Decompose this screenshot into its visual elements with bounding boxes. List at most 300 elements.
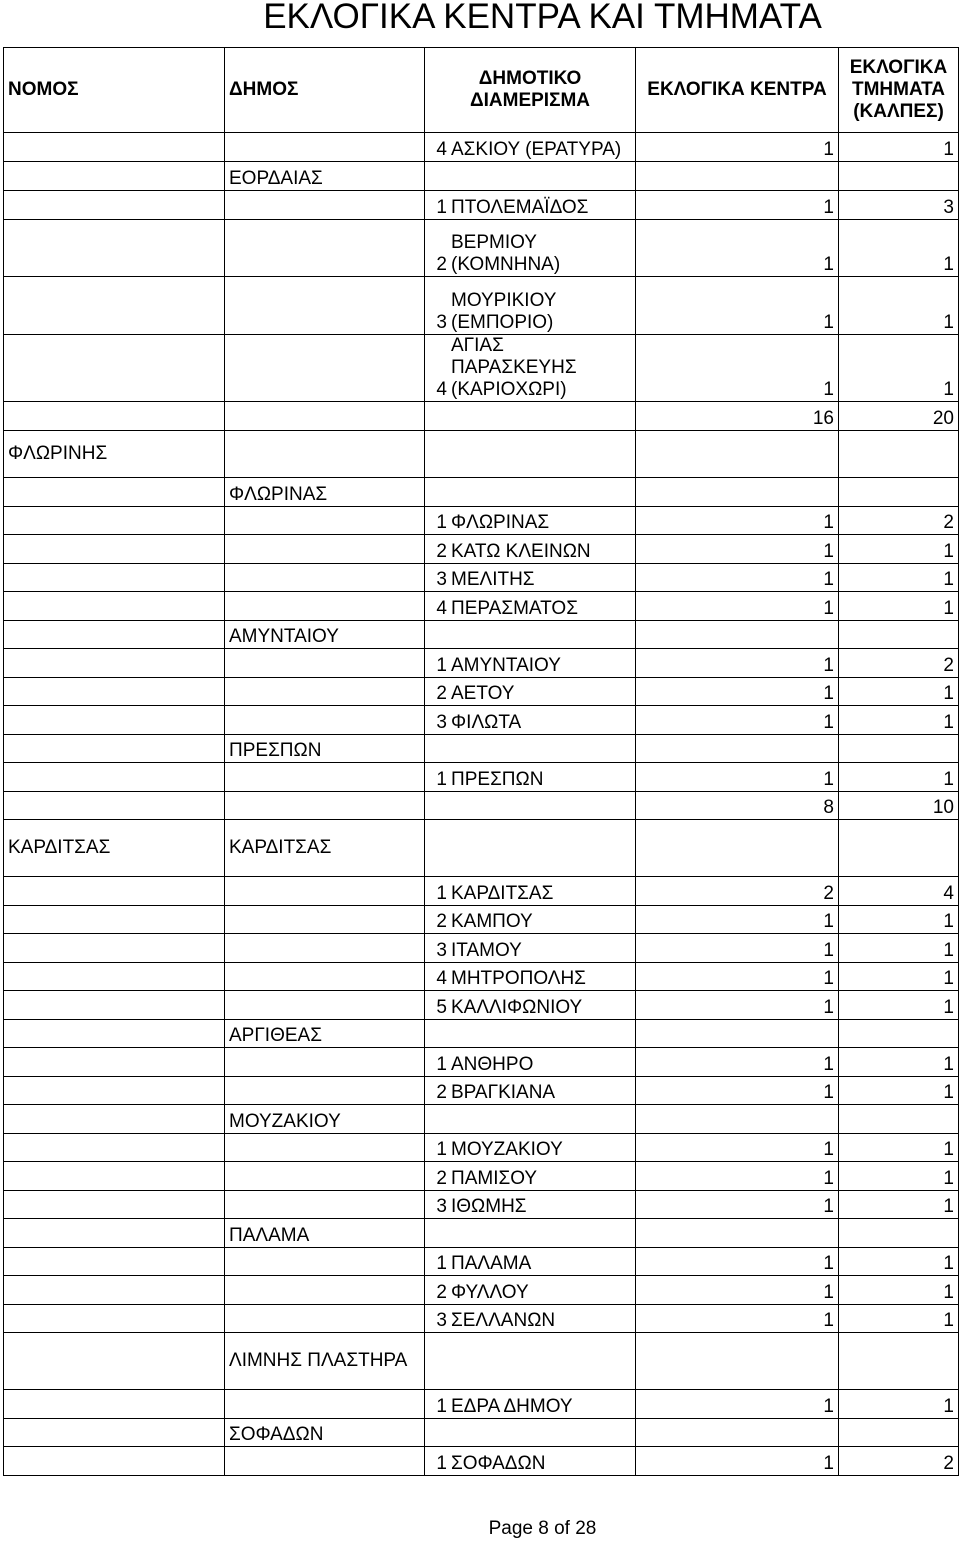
diamerisma-name: ΦΛΩΡΙΝΑΣ — [451, 512, 550, 533]
cell-tmimata: 1 — [839, 133, 959, 162]
diamerisma-code: 1 — [436, 512, 447, 533]
header-dimos: ΔΗΜΟΣ — [225, 48, 425, 133]
cell-diamerisma — [425, 535, 636, 564]
diamerisma-name: ΑΕΤΟΥ — [451, 683, 515, 704]
cell-nomos — [4, 402, 225, 431]
cell-nomos — [4, 649, 225, 678]
diamerisma-content — [429, 940, 631, 962]
table-row — [4, 191, 959, 220]
cell-diamerisma — [425, 507, 636, 535]
cell-nomos — [4, 1447, 225, 1476]
cell-tmimata — [839, 621, 959, 649]
cell-kentra: 1 — [636, 1134, 839, 1162]
cell-tmimata: 1 — [839, 1191, 959, 1219]
diamerisma-code: 2 — [436, 911, 447, 932]
diamerisma-content — [429, 232, 631, 276]
cell-dimos — [225, 402, 425, 431]
cell-dimos: ΦΛΩΡΙΝΑΣ — [225, 478, 425, 507]
diamerisma-name: ΣΕΛΛΑΝΩΝ — [451, 1310, 556, 1331]
header-eklogika-tmimata — [839, 48, 959, 133]
cell-nomos — [4, 934, 225, 963]
cell-tmimata: 1 — [839, 335, 959, 402]
cell-nomos — [4, 1248, 225, 1276]
diamerisma-code: 3 — [436, 1310, 447, 1331]
header-tmimata-line2: ΤΜΗΜΑΤΑ — [851, 79, 946, 100]
cell-dimos — [225, 991, 425, 1020]
cell-dimos — [225, 1248, 425, 1276]
diamerisma-name: ΠΤΟΛΕΜΑΪΔΟΣ — [451, 197, 589, 218]
cell-dimos: ΣΟΦΑΔΩΝ — [225, 1419, 425, 1447]
cell-tmimata: 1 — [839, 906, 959, 934]
cell-diamerisma — [425, 277, 636, 335]
diamerisma-name: ΑΝΘΗΡΟ — [451, 1054, 534, 1075]
diamerisma-code: 2 — [436, 683, 447, 704]
cell-dimos — [225, 277, 425, 335]
cell-tmimata — [839, 1020, 959, 1048]
cell-tmimata: 10 — [839, 792, 959, 820]
cell-kentra: 1 — [636, 1276, 839, 1305]
diamerisma-name: ΦΙΛΩΤΑ — [451, 712, 522, 733]
cell-dimos — [225, 1305, 425, 1333]
diamerisma-content — [429, 655, 631, 677]
table-row — [4, 792, 959, 820]
table-row — [4, 1105, 959, 1134]
cell-dimos — [225, 649, 425, 678]
diamerisma-code: 1 — [436, 197, 447, 218]
cell-kentra: 1 — [636, 592, 839, 621]
cell-nomos — [4, 1219, 225, 1248]
table-row — [4, 507, 959, 535]
diamerisma-content — [429, 712, 631, 734]
diamerisma-name: ΒΡΑΓΚΙΑΝΑ — [451, 1082, 556, 1103]
cell-kentra: 1 — [636, 335, 839, 402]
table-row — [4, 1276, 959, 1305]
cell-nomos — [4, 792, 225, 820]
cell-diamerisma — [425, 402, 636, 431]
cell-nomos — [4, 735, 225, 763]
cell-nomos — [4, 678, 225, 706]
cell-kentra: 16 — [636, 402, 839, 431]
cell-diamerisma — [425, 1390, 636, 1419]
diamerisma-content — [429, 1282, 631, 1304]
diamerisma-content — [429, 1139, 631, 1161]
diamerisma-code: 2 — [436, 1082, 447, 1103]
cell-diamerisma — [425, 1105, 636, 1134]
table-row — [4, 1419, 959, 1447]
cell-kentra: 1 — [636, 706, 839, 735]
table-row — [4, 906, 959, 934]
cell-kentra: 1 — [636, 1390, 839, 1419]
cell-diamerisma — [425, 678, 636, 706]
diamerisma-name: ΙΤΑΜΟΥ — [451, 940, 522, 961]
cell-kentra: 1 — [636, 1048, 839, 1077]
cell-dimos — [225, 507, 425, 535]
cell-kentra — [636, 1419, 839, 1447]
diamerisma-content — [429, 569, 631, 591]
cell-nomos — [4, 220, 225, 277]
cell-kentra: 1 — [636, 1077, 839, 1105]
diamerisma-code: 2 — [436, 541, 447, 562]
table-row — [4, 1390, 959, 1419]
diamerisma-code: 4 — [436, 968, 447, 989]
diamerisma-content — [429, 1396, 631, 1418]
header-dimotiko-line2: ΔΙΑΜΕΡΙΣΜΑ — [469, 90, 591, 111]
cell-dimos — [225, 133, 425, 162]
cell-tmimata: 1 — [839, 1077, 959, 1105]
diamerisma-name: ΒΕΡΜΙΟΥ (ΚΟΜΝΗΝΑ) — [451, 232, 561, 275]
diamerisma-content — [429, 883, 631, 905]
diamerisma-content — [429, 968, 631, 990]
diamerisma-name: ΚΑΡΔΙΤΣΑΣ — [451, 883, 554, 904]
cell-nomos — [4, 991, 225, 1020]
cell-tmimata: 1 — [839, 706, 959, 735]
table-row — [4, 1191, 959, 1219]
diamerisma-name: ΜΟΥΡΙΚΙΟΥ (ΕΜΠΟΡΙΟ) — [451, 290, 557, 333]
diamerisma-code: 3 — [436, 712, 447, 733]
cell-diamerisma — [425, 735, 636, 763]
cell-diamerisma — [425, 1248, 636, 1276]
header-dimotiko-line1: ΔΗΜΟΤΙΚΟ — [478, 68, 582, 89]
header-dimotiko-diamerisma — [425, 48, 636, 133]
cell-dimos — [225, 1191, 425, 1219]
cell-nomos — [4, 621, 225, 649]
diamerisma-code: 3 — [436, 1196, 447, 1217]
table-row — [4, 1077, 959, 1105]
cell-dimos: ΑΡΓΙΘΕΑΣ — [225, 1020, 425, 1048]
cell-nomos — [4, 507, 225, 535]
cell-kentra: 1 — [636, 963, 839, 991]
table-row — [4, 1219, 959, 1248]
diamerisma-code: 4 — [436, 598, 447, 619]
cell-tmimata: 2 — [839, 649, 959, 678]
table-row — [4, 1020, 959, 1048]
cell-diamerisma — [425, 934, 636, 963]
diamerisma-content — [429, 1453, 631, 1475]
diamerisma-code: 1 — [436, 655, 447, 676]
diamerisma-name: ΑΣΚΙΟΥ (ΕΡΑΤΥΡΑ) — [451, 139, 622, 160]
diamerisma-content — [429, 1253, 631, 1275]
cell-kentra: 1 — [636, 763, 839, 792]
cell-dimos — [225, 934, 425, 963]
diamerisma-name: ΜΕΛΙΤΗΣ — [451, 569, 535, 590]
cell-dimos — [225, 963, 425, 991]
cell-diamerisma — [425, 649, 636, 678]
table-row — [4, 963, 959, 991]
diamerisma-name: ΠΑΜΙΣΟΥ — [451, 1168, 538, 1189]
diamerisma-name: ΑΓΙΑΣ ΠΑΡΑΣΚΕΥΗΣ (ΚΑΡΙΟΧΩΡΙ) — [451, 335, 577, 400]
diamerisma-name: ΠΡΕΣΠΩΝ — [451, 769, 544, 790]
diamerisma-code: 1 — [436, 1139, 447, 1160]
cell-nomos — [4, 335, 225, 402]
table-row — [4, 991, 959, 1020]
cell-diamerisma — [425, 621, 636, 649]
diamerisma-content — [429, 1196, 631, 1218]
diamerisma-content — [429, 512, 631, 534]
diamerisma-content — [429, 1054, 631, 1076]
diamerisma-code: 2 — [436, 254, 447, 275]
diamerisma-name: ΚΑΛΛΙΦΩΝΙΟΥ — [451, 997, 583, 1018]
cell-kentra: 1 — [636, 1162, 839, 1191]
cell-diamerisma — [425, 1447, 636, 1476]
diamerisma-name: ΕΔΡΑ ΔΗΜΟΥ — [451, 1396, 573, 1417]
cell-kentra — [636, 820, 839, 877]
diamerisma-code: 3 — [436, 940, 447, 961]
cell-dimos — [225, 431, 425, 478]
cell-diamerisma — [425, 991, 636, 1020]
cell-diamerisma — [425, 133, 636, 162]
cell-diamerisma — [425, 162, 636, 191]
header-row — [4, 48, 959, 133]
cell-kentra: 2 — [636, 877, 839, 906]
cell-tmimata: 3 — [839, 191, 959, 220]
cell-tmimata — [839, 1219, 959, 1248]
cell-tmimata — [839, 431, 959, 478]
cell-dimos: ΚΑΡΔΙΤΣΑΣ — [225, 820, 425, 877]
cell-dimos — [225, 191, 425, 220]
diamerisma-code: 3 — [436, 312, 447, 333]
table-row — [4, 220, 959, 277]
cell-dimos: ΕΟΡΔΑΙΑΣ — [225, 162, 425, 191]
cell-kentra: 1 — [636, 678, 839, 706]
cell-diamerisma — [425, 1162, 636, 1191]
cell-nomos — [4, 877, 225, 906]
cell-dimos — [225, 564, 425, 592]
table-row — [4, 1134, 959, 1162]
cell-diamerisma — [425, 792, 636, 820]
cell-tmimata: 20 — [839, 402, 959, 431]
diamerisma-content — [429, 541, 631, 563]
cell-dimos — [225, 678, 425, 706]
table-row — [4, 1333, 959, 1390]
cell-dimos — [225, 763, 425, 792]
cell-tmimata: 1 — [839, 963, 959, 991]
cell-tmimata: 1 — [839, 1276, 959, 1305]
diamerisma-content — [429, 997, 631, 1019]
cell-nomos: ΦΛΩΡΙΝΗΣ — [4, 431, 225, 478]
cell-nomos — [4, 1333, 225, 1390]
cell-nomos — [4, 133, 225, 162]
diamerisma-content — [429, 197, 631, 219]
cell-tmimata — [839, 820, 959, 877]
cell-tmimata — [839, 162, 959, 191]
table-row — [4, 1248, 959, 1276]
cell-diamerisma — [425, 220, 636, 277]
header-eklogika-kentra: ΕΚΛΟΓΙΚΑ ΚΕΝΤΡΑ — [636, 48, 839, 133]
table-row — [4, 678, 959, 706]
electoral-centers-table — [3, 47, 959, 1476]
cell-nomos — [4, 592, 225, 621]
cell-nomos — [4, 906, 225, 934]
table-row — [4, 162, 959, 191]
diamerisma-code: 1 — [436, 1396, 447, 1417]
header-nomos: ΝΟΜΟΣ — [4, 48, 225, 133]
cell-diamerisma — [425, 706, 636, 735]
cell-diamerisma — [425, 1191, 636, 1219]
cell-kentra — [636, 431, 839, 478]
cell-diamerisma — [425, 1305, 636, 1333]
table-row — [4, 535, 959, 564]
cell-nomos — [4, 1305, 225, 1333]
diamerisma-content — [429, 1168, 631, 1190]
cell-kentra: 1 — [636, 1447, 839, 1476]
cell-diamerisma — [425, 1276, 636, 1305]
cell-diamerisma — [425, 191, 636, 220]
cell-dimos — [225, 906, 425, 934]
cell-dimos: ΑΜΥΝΤΑΙΟΥ — [225, 621, 425, 649]
cell-nomos — [4, 1105, 225, 1134]
cell-nomos — [4, 1077, 225, 1105]
cell-kentra: 1 — [636, 277, 839, 335]
cell-tmimata: 1 — [839, 678, 959, 706]
diamerisma-content — [429, 598, 631, 620]
table-row — [4, 934, 959, 963]
diamerisma-content — [429, 139, 631, 161]
cell-nomos — [4, 535, 225, 564]
cell-kentra: 1 — [636, 564, 839, 592]
cell-nomos — [4, 763, 225, 792]
cell-kentra: 1 — [636, 1248, 839, 1276]
cell-nomos — [4, 1419, 225, 1447]
page-title: ΕΚΛΟΓΙΚΑ ΚΕΝΤΡΑ ΚΑΙ ΤΜΗΜΑΤΑ — [263, 0, 822, 36]
cell-nomos — [4, 1191, 225, 1219]
cell-dimos — [225, 535, 425, 564]
cell-dimos: ΠΡΕΣΠΩΝ — [225, 735, 425, 763]
table-row — [4, 133, 959, 162]
cell-nomos — [4, 1048, 225, 1077]
table-row — [4, 402, 959, 431]
cell-dimos — [225, 220, 425, 277]
diamerisma-name: ΣΟΦΑΔΩΝ — [451, 1453, 546, 1474]
table-row — [4, 706, 959, 735]
cell-dimos — [225, 1162, 425, 1191]
cell-kentra: 8 — [636, 792, 839, 820]
cell-tmimata: 1 — [839, 1248, 959, 1276]
cell-tmimata: 1 — [839, 1162, 959, 1191]
cell-dimos — [225, 1447, 425, 1476]
cell-diamerisma — [425, 335, 636, 402]
cell-kentra — [636, 478, 839, 507]
cell-tmimata — [839, 735, 959, 763]
diamerisma-name: ΜΟΥΖΑΚΙΟΥ — [451, 1139, 563, 1160]
cell-diamerisma — [425, 592, 636, 621]
table-row — [4, 763, 959, 792]
cell-diamerisma — [425, 877, 636, 906]
cell-diamerisma — [425, 1020, 636, 1048]
diamerisma-code: 1 — [436, 1054, 447, 1075]
cell-kentra: 1 — [636, 507, 839, 535]
diamerisma-name: ΦΥΛΛΟΥ — [451, 1282, 529, 1303]
cell-diamerisma — [425, 820, 636, 877]
cell-nomos — [4, 1020, 225, 1048]
cell-kentra: 1 — [636, 535, 839, 564]
cell-tmimata — [839, 1333, 959, 1390]
cell-nomos — [4, 1276, 225, 1305]
cell-kentra: 1 — [636, 191, 839, 220]
table-body — [4, 133, 959, 1476]
table-row — [4, 649, 959, 678]
cell-kentra: 1 — [636, 649, 839, 678]
cell-nomos — [4, 1134, 225, 1162]
cell-dimos — [225, 592, 425, 621]
cell-tmimata: 1 — [839, 564, 959, 592]
cell-nomos — [4, 706, 225, 735]
cell-dimos: ΜΟΥΖΑΚΙΟΥ — [225, 1105, 425, 1134]
diamerisma-code: 4 — [436, 139, 447, 160]
diamerisma-name: ΑΜΥΝΤΑΙΟΥ — [451, 655, 561, 676]
cell-tmimata: 1 — [839, 535, 959, 564]
cell-kentra: 1 — [636, 906, 839, 934]
table-row — [4, 277, 959, 335]
diamerisma-name: ΚΑΜΠΟΥ — [451, 911, 533, 932]
cell-diamerisma — [425, 1219, 636, 1248]
cell-tmimata — [839, 478, 959, 507]
cell-tmimata: 1 — [839, 991, 959, 1020]
cell-dimos — [225, 1077, 425, 1105]
table-row — [4, 592, 959, 621]
cell-dimos: ΠΑΛΑΜΑ — [225, 1219, 425, 1248]
cell-diamerisma — [425, 431, 636, 478]
cell-dimos — [225, 1048, 425, 1077]
cell-kentra: 1 — [636, 133, 839, 162]
cell-diamerisma — [425, 906, 636, 934]
diamerisma-code: 1 — [436, 1253, 447, 1274]
table-row — [4, 1447, 959, 1476]
cell-kentra: 1 — [636, 220, 839, 277]
cell-nomos — [4, 1162, 225, 1191]
table-row — [4, 1162, 959, 1191]
diamerisma-content — [429, 683, 631, 705]
diamerisma-code: 1 — [436, 769, 447, 790]
cell-nomos — [4, 162, 225, 191]
diamerisma-code: 2 — [436, 1282, 447, 1303]
diamerisma-name: ΠΕΡΑΣΜΑΤΟΣ — [451, 598, 578, 619]
cell-diamerisma — [425, 564, 636, 592]
cell-kentra: 1 — [636, 1305, 839, 1333]
cell-dimos: ΛΙΜΝΗΣ ΠΛΑΣΤΗΡΑ — [225, 1333, 425, 1390]
cell-kentra: 1 — [636, 1191, 839, 1219]
diamerisma-content — [429, 769, 631, 791]
table-row — [4, 735, 959, 763]
cell-kentra — [636, 621, 839, 649]
cell-diamerisma — [425, 1333, 636, 1390]
cell-tmimata: 1 — [839, 1390, 959, 1419]
table-row — [4, 877, 959, 906]
diamerisma-name: ΚΑΤΩ ΚΛΕΙΝΩΝ — [451, 541, 591, 562]
table-row — [4, 478, 959, 507]
page-number-footer: Page 8 of 28 — [488, 1518, 597, 1539]
cell-diamerisma — [425, 1134, 636, 1162]
cell-tmimata: 1 — [839, 1048, 959, 1077]
cell-kentra — [636, 1020, 839, 1048]
table-row — [4, 1305, 959, 1333]
cell-dimos — [225, 877, 425, 906]
cell-kentra — [636, 1219, 839, 1248]
cell-tmimata: 1 — [839, 592, 959, 621]
diamerisma-name: ΙΘΩΜΗΣ — [451, 1196, 527, 1217]
table-row — [4, 1048, 959, 1077]
table-row — [4, 564, 959, 592]
cell-nomos — [4, 478, 225, 507]
cell-diamerisma — [425, 763, 636, 792]
cell-tmimata — [839, 1105, 959, 1134]
table-row — [4, 431, 959, 478]
cell-dimos — [225, 335, 425, 402]
table-row — [4, 335, 959, 402]
cell-tmimata: 1 — [839, 934, 959, 963]
cell-kentra — [636, 1333, 839, 1390]
cell-dimos — [225, 792, 425, 820]
diamerisma-code: 4 — [436, 379, 447, 400]
